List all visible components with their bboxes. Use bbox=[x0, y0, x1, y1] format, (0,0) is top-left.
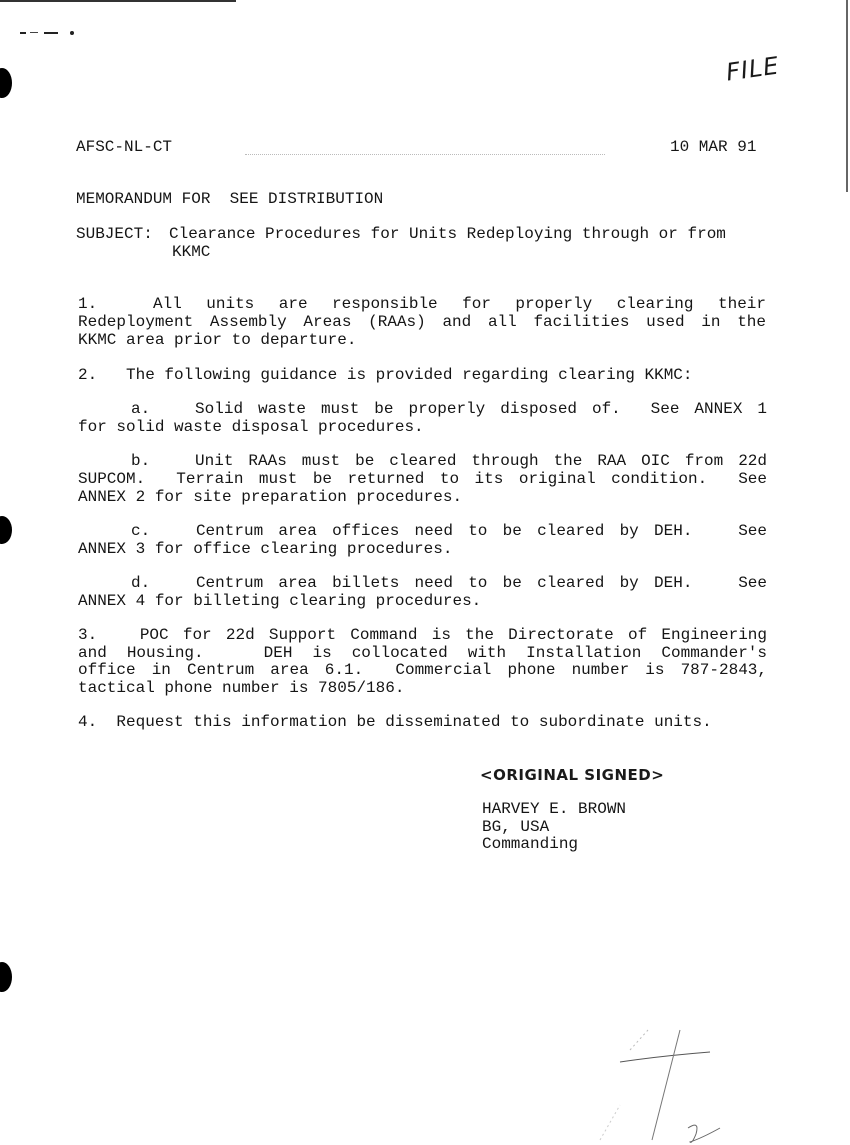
paragraph-2: 2. The following guidance is provided regarding clearing KKMC: bbox=[78, 366, 693, 384]
paragraph-1-line-1: All units are responsible for properly clearing their bbox=[153, 295, 766, 313]
subject-label: SUBJECT: bbox=[76, 225, 153, 243]
paragraph-3-line-1: 3. POC for 22d Support Command is the Directorate of Engineering bbox=[78, 626, 767, 644]
signer-rank: BG, USA bbox=[482, 818, 550, 836]
scan-speckles bbox=[245, 154, 605, 157]
handwritten-initial-marks bbox=[560, 1010, 740, 1145]
paragraph-2a-line-1: a. Solid waste must be properly disposed of. See ANNEX 1 bbox=[131, 400, 767, 418]
paragraph-2c-line-2: ANNEX 3 for office clearing procedures. bbox=[78, 540, 453, 558]
handwritten-file-note: FILE bbox=[724, 51, 782, 87]
memorandum-for-line: MEMORANDUM FOR SEE DISTRIBUTION bbox=[76, 190, 384, 208]
subject-line-2: KKMC bbox=[172, 243, 211, 261]
original-signed-stamp: <ORIGINAL SIGNED> bbox=[480, 766, 665, 784]
office-symbol: AFSC-NL-CT bbox=[76, 138, 173, 156]
paragraph-2d-line-1: d. Centrum area billets need to be cleared by DEH. See bbox=[131, 574, 767, 592]
paragraph-2d-line-2: ANNEX 4 for billeting clearing procedures. bbox=[78, 592, 482, 610]
paragraph-3-line-3: office in Centrum area 6.1. Commercial phone number is 787-2843, bbox=[78, 661, 767, 679]
binder-hole-top bbox=[0, 68, 12, 98]
paragraph-1-number: 1. bbox=[78, 295, 98, 313]
paragraph-4: 4. Request this information be disseminated to subordinate units. bbox=[78, 713, 712, 731]
signer-name: HARVEY E. BROWN bbox=[482, 800, 627, 818]
binder-hole-middle bbox=[0, 516, 12, 544]
paragraph-2c-line-1: c. Centrum area offices need to be cleared by DEH. See bbox=[131, 522, 767, 540]
top-rule bbox=[0, 0, 236, 2]
memo-date: 10 MAR 91 bbox=[670, 138, 757, 156]
subject-line-1: Clearance Procedures for Units Redeploying through or from bbox=[169, 225, 726, 243]
paragraph-1-line-3: KKMC area prior to departure. bbox=[78, 331, 357, 349]
paragraph-2a-line-2: for solid waste disposal procedures. bbox=[78, 418, 424, 436]
binder-hole-bottom bbox=[0, 962, 12, 992]
paragraph-3-line-4: tactical phone number is 7805/186. bbox=[78, 679, 405, 697]
paragraph-2b-line-1: b. Unit RAAs must be cleared through the RAA OIC from 22d bbox=[131, 452, 767, 470]
paragraph-2b-line-3: ANNEX 2 for site preparation procedures. bbox=[78, 488, 463, 506]
paragraph-1-line-2: Redeployment Assembly Areas (RAAs) and all facilities used in the bbox=[78, 313, 766, 331]
corner-marks bbox=[20, 31, 78, 35]
signer-title: Commanding bbox=[482, 835, 579, 853]
paragraph-3-line-2: and Housing. DEH is collocated with Installation Commander's bbox=[78, 644, 767, 662]
right-edge-line bbox=[846, 0, 848, 192]
paragraph-2b-line-2: SUPCOM. Terrain must be returned to its original condition. See bbox=[78, 470, 767, 488]
